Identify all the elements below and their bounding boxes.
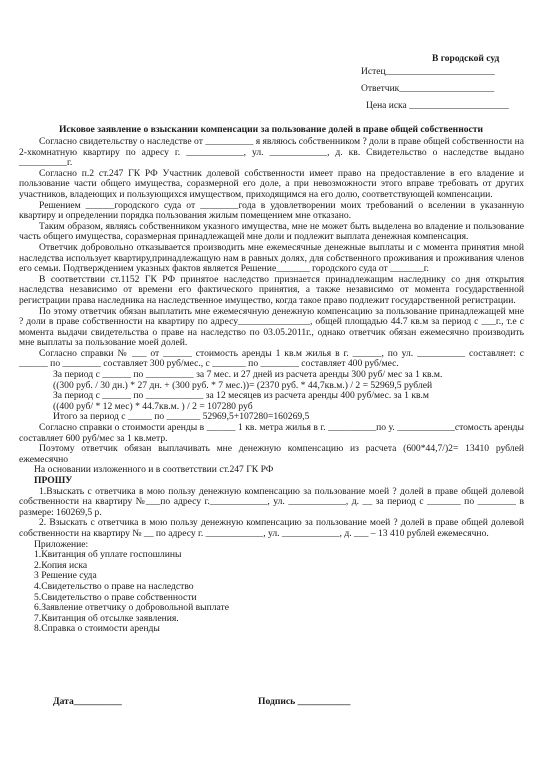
paragraph: В соответствии ст.1152 ГК РФ принятое наследство признается принадлежащим наследнику со дня открытия наследства независимо от времени его фактического принятия, а также независимо от момента государственной регистрации права наследника на наследственное имущество, когда такое право подлежит государственной регистрации. [19, 273, 524, 306]
calculation-line: За период с ______ по __________ за 7 мес. и 27 дней из расчета аренды 300 руб/ мес за 1 кв.м. [53, 369, 443, 381]
paragraph: Согласно справки о стоимости аренды в ______ 1 кв. метра жилья в г. __________по у. ____________стомость аренды составляет 600 руб/мес за 1 кв.метр. [19, 422, 524, 444]
attachment-item: 6.Заявление ответчику о добровольной выплате [34, 602, 229, 614]
paragraph: Ответчик добровольно отказывается производить мне ежемесячные денежные выплаты и с момента принятия мной наследства использует квартиру,принадлежащую нам в равных долях, для собственного проживания и проживания членов его семьи. Подтверждением указных фактов является Решение_______ городского суда от _______г. [19, 241, 524, 275]
legal-basis: На основании изложенного и в соответствии ст.247 ГК РФ [34, 464, 274, 476]
calculation-line: ((400 руб/ * 12 мес) * 44.7кв.м. ) / 2 = 107280 руб [53, 400, 253, 412]
plaintiff-line: Истец_______________________ [361, 67, 495, 77]
attachment-item: 3 Решение суда [34, 570, 97, 582]
paragraph: Согласно п.2 ст.247 ГК РФ Участник долевой собственности имеет право на предоставление в его владение и пользование части общего имущества, соразмерной его доле, а при невозможности этого вправе требовать от других участников, владеющих и пользующихся имуществом, приходящимся на его долю, соответствующей компенсации. [19, 167, 524, 200]
signature-field: Подпись ___________ [258, 696, 351, 707]
court-name: В городской суд [432, 54, 500, 64]
calculation-total: Итого за период с _____ по _______ 52969,5+107280=160269,5 [53, 411, 310, 423]
calculation-line: За период с ______ по ____________ за 12 месяцев из расчета аренды 400 руб/мес. за 1 кв.м [53, 390, 429, 402]
paragraph: Согласно справки № ___ от ______ стоимость аренды 1 кв.м жилья в г. ______, по ул. __________ составляет: с ______ по ________ составляет 300 руб/мес., с _______ по ________ составляет 400 руб/мес. [19, 347, 524, 370]
paragraph: Решением ______городского суда от ________года в удовлетворении моих требований о вселении в указанную квартиру и определении порядка пользования жилым помещением мне отказано. [19, 199, 524, 222]
attachments-heading: Приложение: [34, 538, 89, 550]
attachment-item: 8.Справка о стоимости аренды [34, 623, 160, 635]
request-item: 2. Взыскать с ответчика в мою пользу денежную компенсацию за пользование моей ? долей в праве общей долевой собственности на квартиру № __ по адресу г. ____________, ул. ____________, д. ___ – 13 410 рублей ежемесячно. [19, 517, 524, 539]
attachment-item: 5.Свидетельство о праве собственности [34, 591, 197, 603]
attachment-item: 4.Свидетельство о праве на наследство [34, 580, 194, 592]
defendant-line: Ответчик____________________ [361, 84, 495, 94]
calculation-line: ((300 руб. / 30 дн.) * 27 дн. + (300 руб. * 7 мес.))= (2370 руб. * 44,7кв.м.) / 2 = 52969,5 рублей [53, 379, 433, 391]
paragraph: Таким образом, являясь собственником указного имущества, мне не может быть выделена во владение и пользование часть общего имущества, соразмерная принадлежащей мне доли и подлежит выплата денежная компенсация. [19, 220, 524, 243]
attachment-item: 2.Копия иска [34, 559, 88, 571]
document-title: Исковое заявление о взыскании компенсации за пользование долей в праве общей собственности [58, 124, 484, 135]
request-item: 1.Взыскать с ответчика в мою пользу денежную компенсацию за пользование моей ? долей в праве общей долевой собственности на квартиру №___по адресу г.____________, ул. ____________, д. __ за период с _______ по ________ в размере: 160269,5 р. [19, 485, 524, 518]
date-field: Дата__________ [53, 696, 122, 707]
paragraph: По этому ответчик обязан выплатить мне ежемесячную денежную компенсацию за пользование принадлежащей мне ? доли в праве собственности на квартиру по адресу_______________, общей площадью 44.7 кв.м за период с ___г., т.е с момента выдачи свидетельства о праве на наследство по 03.05.2011г., однако ответчик обязан ежемесячно производить мне выплаты за пользование моей долей. [19, 305, 524, 349]
attachment-item: 7.Квитанция об отсылке заявления. [34, 612, 179, 624]
request-heading: ПРОШУ [34, 475, 73, 486]
attachment-item: 1.Квитанция об уплате госпошлины [34, 549, 182, 561]
claim-price-line: Цена иска _____________________ [366, 101, 509, 111]
document-body [19, 137, 524, 635]
paragraph: Поэтому ответчик обязан выплачивать мне денежную компенсацию из расчета (600*44,7/)2= 13410 рублей ежемесячно [19, 443, 524, 465]
paragraph: Согласно свидетельству о наследстве от __________ я являюсь собственником ? доли в праве общей собственности на 2-хкомнатную квартиру по адресу г. ____________, ул. ____________, д. кв. Свидетельство о наследстве выдано __________г. [19, 136, 524, 169]
